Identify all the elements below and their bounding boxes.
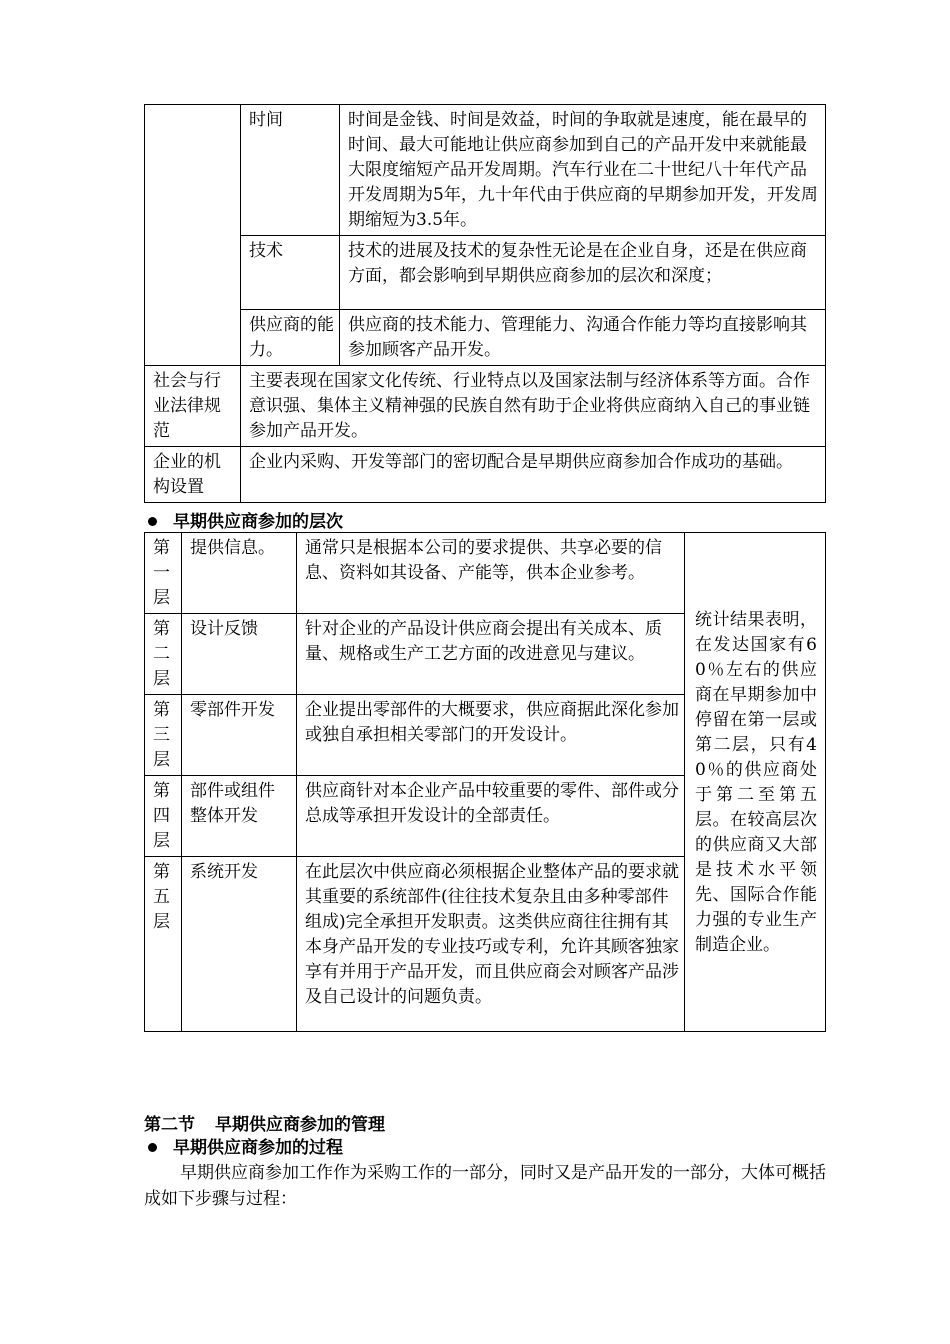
level-name: 部件或组件整体开发 bbox=[182, 776, 297, 857]
level-number: 第一层 bbox=[145, 533, 182, 614]
factor-label: 技术 bbox=[241, 236, 340, 310]
factor-label: 时间 bbox=[241, 105, 340, 236]
levels-table bbox=[144, 532, 826, 1032]
level-desc: 针对企业的产品设计供应商会提出有关成本、质量、规格或生产工艺方面的改进意见与建议。 bbox=[297, 614, 685, 695]
level-name: 系统开发 bbox=[182, 857, 297, 1032]
levels-note: 统计结果表明，在发达国家有60％左右的供应商在早期参加中停留在第一层或第二层，只有40％的供应商处于第二至第五层。在较高层次的供应商又大部是技术水平领先、国际合作能力强的专业生产制造企业。 bbox=[685, 533, 826, 1032]
section-title: 第二节 早期供应商参加的管理 bbox=[144, 1115, 385, 1135]
factor-text: 企业内采购、开发等部门的密切配合是早期供应商参加合作成功的基础。 bbox=[241, 447, 826, 503]
levels-heading: 早期供应商参加的层次 bbox=[144, 510, 343, 534]
level-desc: 供应商针对本企业产品中较重要的零件、部件或分总成等承担开发设计的全部责任。 bbox=[297, 776, 685, 857]
level-number: 第五层 bbox=[145, 857, 182, 1032]
factor-text: 技术的进展及技术的复杂性无论是在企业自身，还是在供应商方面，都会影响到早期供应商参加的层次和深度； bbox=[340, 236, 826, 310]
bullet-icon bbox=[148, 1143, 157, 1152]
factor-label: 社会与行业法律规范 bbox=[145, 366, 241, 447]
level-number: 第四层 bbox=[145, 776, 182, 857]
level-desc: 通常只是根据本公司的要求提供、共享必要的信息、资料如其设备、产能等，供本企业参考。 bbox=[297, 533, 685, 614]
level-desc: 企业提出零部件的大概要求，供应商据此深化参加或独自承担相关零部门的开发设计。 bbox=[297, 695, 685, 776]
factor-text: 主要表现在国家文化传统、行业特点以及国家法制与经济体系等方面。合作意识强、集体主义精神强的民族自然有助于企业将供应商纳入自己的事业链参加产品开发。 bbox=[241, 366, 826, 447]
process-heading: 早期供应商参加的过程 bbox=[144, 1136, 343, 1160]
level-name: 提供信息。 bbox=[182, 533, 297, 614]
process-paragraph: 早期供应商参加工作作为采购工作的一部分，同时又是产品开发的一部分，大体可概括成如下步骤与过程： bbox=[144, 1163, 826, 1209]
level-number: 第三层 bbox=[145, 695, 182, 776]
factor-text: 供应商的技术能力、管理能力、沟通合作能力等均直接影响其参加顾客产品开发。 bbox=[340, 310, 826, 366]
factors-table bbox=[144, 104, 826, 503]
factor-label: 供应商的能力。 bbox=[241, 310, 340, 366]
level-name: 零部件开发 bbox=[182, 695, 297, 776]
bullet-icon bbox=[148, 517, 157, 526]
factor-label: 企业的机构设置 bbox=[145, 447, 241, 503]
level-name: 设计反馈 bbox=[182, 614, 297, 695]
factors-group-cell bbox=[145, 105, 241, 366]
level-desc: 在此层次中供应商必须根据企业整体产品的要求就其重要的系统部件(往往技术复杂且由多种零部件组成)完全承担开发职责。这类供应商往往拥有其本身产品开发的专业技巧或专利，允许其顾客独家享有并用于产品开发，而且供应商会对顾客产品涉及自己设计的问题负责。 bbox=[297, 857, 685, 1032]
factor-text: 时间是金钱、时间是效益，时间的争取就是速度，能在最早的时间、最大可能地让供应商参加到自己的产品开发中来就能最大限度缩短产品开发周期。汽车行业在二十世纪八十年代产品开发周期为5年，九十年代由于供应商的早期参加开发，开发周期缩短为3.5年。 bbox=[340, 105, 826, 236]
level-number: 第二层 bbox=[145, 614, 182, 695]
